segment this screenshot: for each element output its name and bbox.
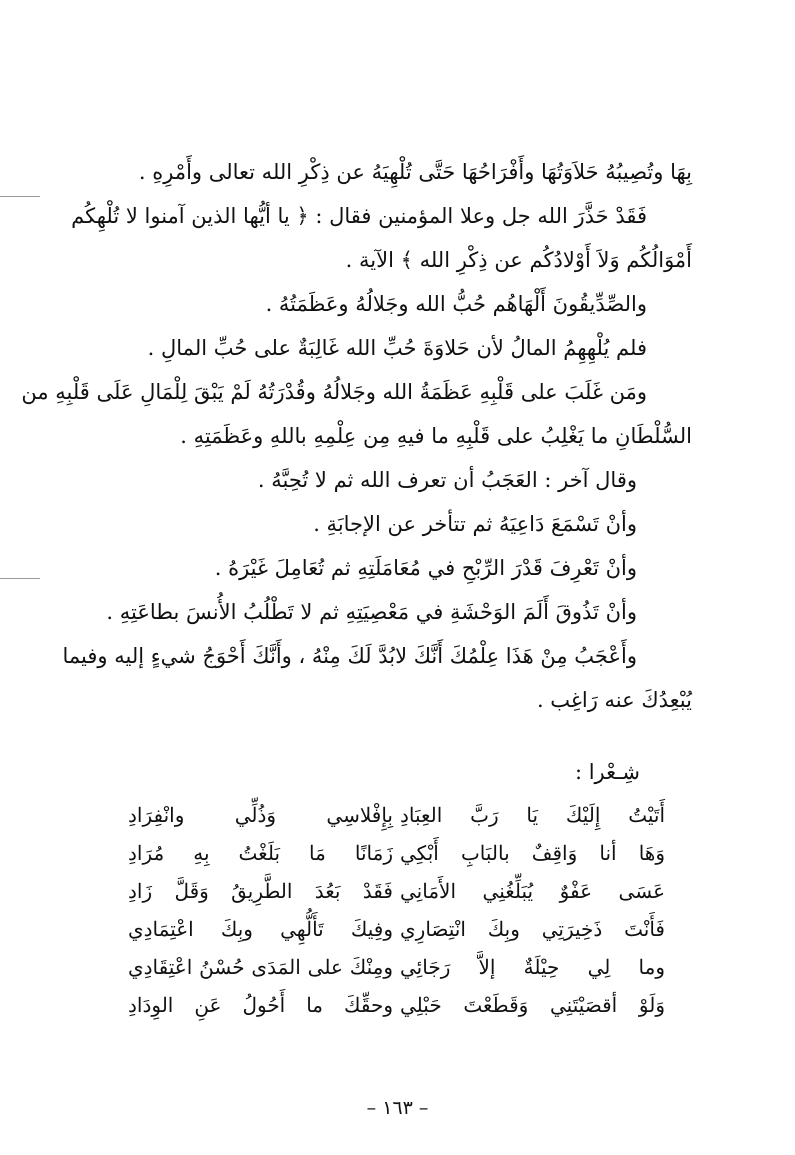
verse-first-hemistich: وَهَا أنا وَاقِفٌ بالبَابِ أَبْكِي [400, 841, 665, 865]
text-line: وقال آخر : العَجَبُ أن تعرف الله ثم لا تُحِبَّهُ . [257, 468, 637, 492]
text-line: أَمْوَالُكُم وَلاَ أَوْلادُكُم عن ذِكْرِ الله ﴾ الآية . [345, 248, 692, 272]
poem-verse [128, 910, 665, 948]
verse-first-hemistich: وما لِي حِيْلَةٌ إلاَّ رَجَائِي [400, 955, 665, 979]
verse-second-hemistich: ومِنْكَ على المَدَى حُسْنُ اعْتِقَادِي [128, 955, 393, 979]
poem-verse [128, 872, 665, 910]
text-line: وأنْ تَسْمَعَ دَاعِيَهُ ثم تتأخر عن الإجابَةِ . [313, 512, 637, 536]
verse-first-hemistich: أَتَيْتُ إِلَيْكَ يَا رَبَّ العِبَادِ [400, 803, 665, 827]
page-number: – ١٦٣ – [366, 1097, 429, 1119]
poem-verse [128, 948, 665, 986]
text-line: وأنْ تَعْرِفَ قَدْرَ الرِّبْحِ في مُعَامَلَتِهِ ثم تُعَامِلَ غَيْرَهُ . [214, 556, 637, 580]
verse-first-hemistich: فَأَنْتَ ذَخِيرَتِي وبِكَ انْتِصَارِي [400, 917, 665, 941]
text-line: وأَعْجَبُ مِنْ هَذَا عِلْمُكَ أَنَّكَ لابُدَّ لَكَ مِنْهُ ، وأَنَّكَ أَحْوَجُ شيءٍ إليه وفيما [62, 644, 637, 668]
text-line: والصِّدِّيقُونَ أَلْهَاهُم حُبُّ الله وجَلالُهُ وعَظَمَتُهُ . [265, 292, 647, 316]
verse-first-hemistich: عَسَى عَفْوٌ يُبَلِّغُنِي الأَمَانِي [400, 879, 665, 903]
poem-verse [128, 796, 665, 834]
text-line: فلم يُلْهِهِمُ المالُ لأن حَلاوَةَ حُبِّ الله غَالِبَةٌ على حُبِّ المالِ . [147, 336, 647, 360]
scan-edge-mark [0, 578, 40, 579]
text-line: السُّلْطَانِ ما يَغْلِبُ على قَلْبِهِ ما فيهِ مِن عِلْمِهِ باللهِ وعَظَمَتِهِ . [180, 424, 692, 448]
verse-first-hemistich: وَلَوْ أقصَيْتَنِي وَقَطَعْتَ حَبْلِي [400, 993, 665, 1017]
text-line: بِهَا وتُصِيبُهُ حَلاَوَتُهَا وأَفْرَاحُهَا حَتَّى تُلْهِيَهُ عن ذِكْرِ الله تعالى وأَمْرِهِ . [138, 160, 692, 184]
text-line: فَقَدْ حَذَّرَ الله جل وعلا المؤمنين فقال : ﴿ يا أيُّها الذين آمنوا لا تُلْهِكُم [71, 204, 647, 228]
poem [128, 796, 665, 1024]
poem-title: شِـعْرا : [574, 760, 640, 784]
text-line: وأنْ تَذُوقَ أَلَمَ الوَحْشَةِ في مَعْصِيَتِهِ ثم لا تَطْلُبُ الأُنسَ بطاعَتِهِ . [106, 600, 637, 624]
prose-body [21, 150, 692, 722]
scan-edge-mark [0, 196, 40, 197]
verse-second-hemistich: فَقَدْ بَعُدَ الطَّرِيقُ وَقَلَّ زَادِ [128, 879, 393, 903]
verse-second-hemistich: بِإِفْلاسِي وَذُلِّي وانْفِرَادِ [128, 803, 393, 827]
verse-second-hemistich: وفِيكَ تَأَلُّهِي وبِكَ اعْتِمَادِي [128, 917, 393, 941]
poem-verse [128, 834, 665, 872]
text-line: ومَن غَلَبَ على قَلْبِهِ عَظَمَةُ الله وجَلالُهُ وقُدْرَتُهُ لَمْ يَبْقَ لِلْمَالِ عَلَى قَلْبِهِ من [21, 380, 647, 404]
verse-second-hemistich: زَمَانًا مَا بَلَغْتُ بِهِ مُرَادِ [128, 841, 393, 865]
poem-verse [128, 986, 665, 1024]
verse-second-hemistich: وحقِّكَ ما أَحُولُ عَنِ الوِدَادِ [128, 993, 393, 1017]
text-line: يُبْعِدُكَ عنه رَاغِب . [536, 688, 692, 712]
